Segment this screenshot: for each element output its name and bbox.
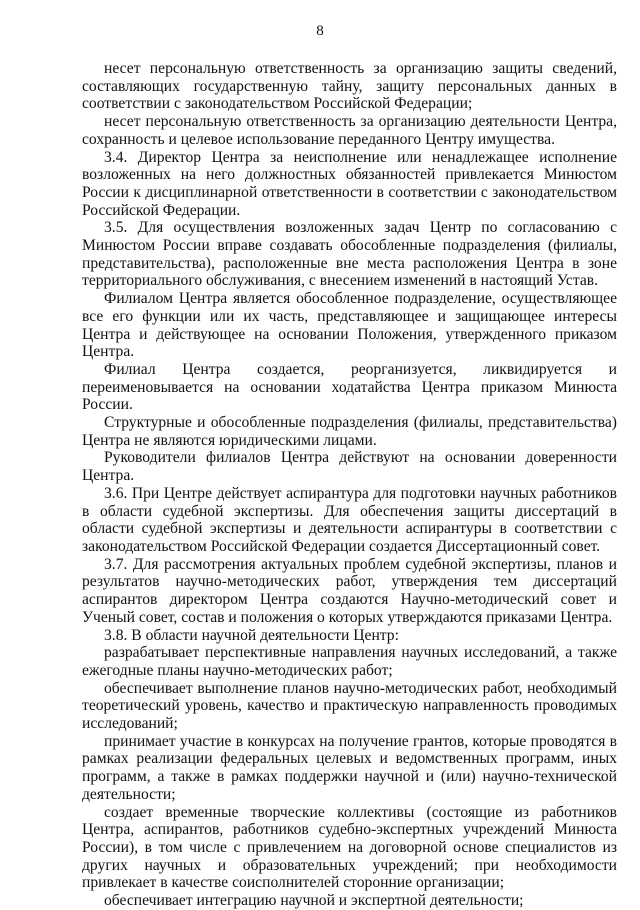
paragraph: несет персональную ответственность за организацию деятельности Центра, сохранность и целевое использование переданного Центру имущества.: [82, 113, 617, 148]
paragraph: Структурные и обособленные подразделения (филиалы, представительства) Центра не являются юридическими лицами.: [82, 414, 617, 449]
paragraph: 3.6. При Центре действует аспирантура для подготовки научных работников в области судебной экспертизы. Для обеспечения защиты диссертаций в области судебной экспертизы и деятельности аспирантуры в соответствии с законодательством Российской Федерации создается Диссертационный совет.: [82, 484, 617, 555]
paragraph: Филиал Центра создается, реорганизуется, ликвидируется и переименовывается на основании ходатайства Центра приказом Минюста России.: [82, 360, 617, 414]
paragraph: Руководители филиалов Центра действуют на основании доверенности Центра.: [82, 449, 617, 485]
page-number: 8: [316, 23, 324, 39]
document-body: [82, 60, 617, 910]
paragraph: 3.7. Для рассмотрения актуальных проблем судебной экспертизы, планов и результатов научно-методических работ, утверждения тем диссертаций аспирантов директором Центра создаются Научно-методический совет и Ученый совет, состав и положения о которых утверждаются приказами Центра.: [82, 555, 617, 626]
paragraph: обеспечивает интеграцию научной и экспертной деятельности;: [104, 892, 524, 910]
paragraph: создает временные творческие коллективы (состоящие из работников Центра, аспирантов, работников судебно-экспертных учреждений Минюста России), в том числе с привлечением на договорной основе специалистов из других научных и образовательных учреждений; при необходимости привлекает в качестве соисполнителей сторонние организации;: [82, 803, 617, 892]
paragraph: принимает участие в конкурсах на получение грантов, которые проводятся в рамках реализации федеральных целевых и ведомственных программ, иных программ, а также в рамках поддержки научной и (или) научно-технической деятельности;: [82, 732, 617, 803]
paragraph: 3.4. Директор Центра за неисполнение или ненадлежащее исполнение возложенных на него должностных обязанностей привлекается Минюстом России к дисциплинарной ответственности в соответствии с законодательством Российской Федерации.: [82, 148, 617, 219]
paragraph: обеспечивает выполнение планов научно-методических работ, необходимый теоретический уровень, качество и практическую направленность проводимых исследований;: [82, 679, 617, 733]
paragraph: Филиалом Центра является обособленное подразделение, осуществляющее все его функции или их часть, представляющее и защищающее интересы Центра и действующее на основании Положения, утвержденного приказом Центра.: [82, 290, 617, 361]
paragraph: несет персональную ответственность за организацию защиты сведений, составляющих государственную тайну, защиту персональных данных в соответствии с законодательством Российской Федерации;: [82, 60, 617, 113]
paragraph: разрабатывает перспективные направления научных исследований, а также ежегодные планы научно-методических работ;: [82, 644, 617, 679]
paragraph: 3.5. Для осуществления возложенных задач Центр по согласованию с Минюстом России вправе создавать обособленные подразделения (филиалы, представительства), расположенные вне места расположения Центра в зоне территориального обслуживания, с внесением изменений в настоящий Устав.: [82, 219, 617, 290]
paragraph: 3.8. В области научной деятельности Центр:: [104, 626, 399, 644]
